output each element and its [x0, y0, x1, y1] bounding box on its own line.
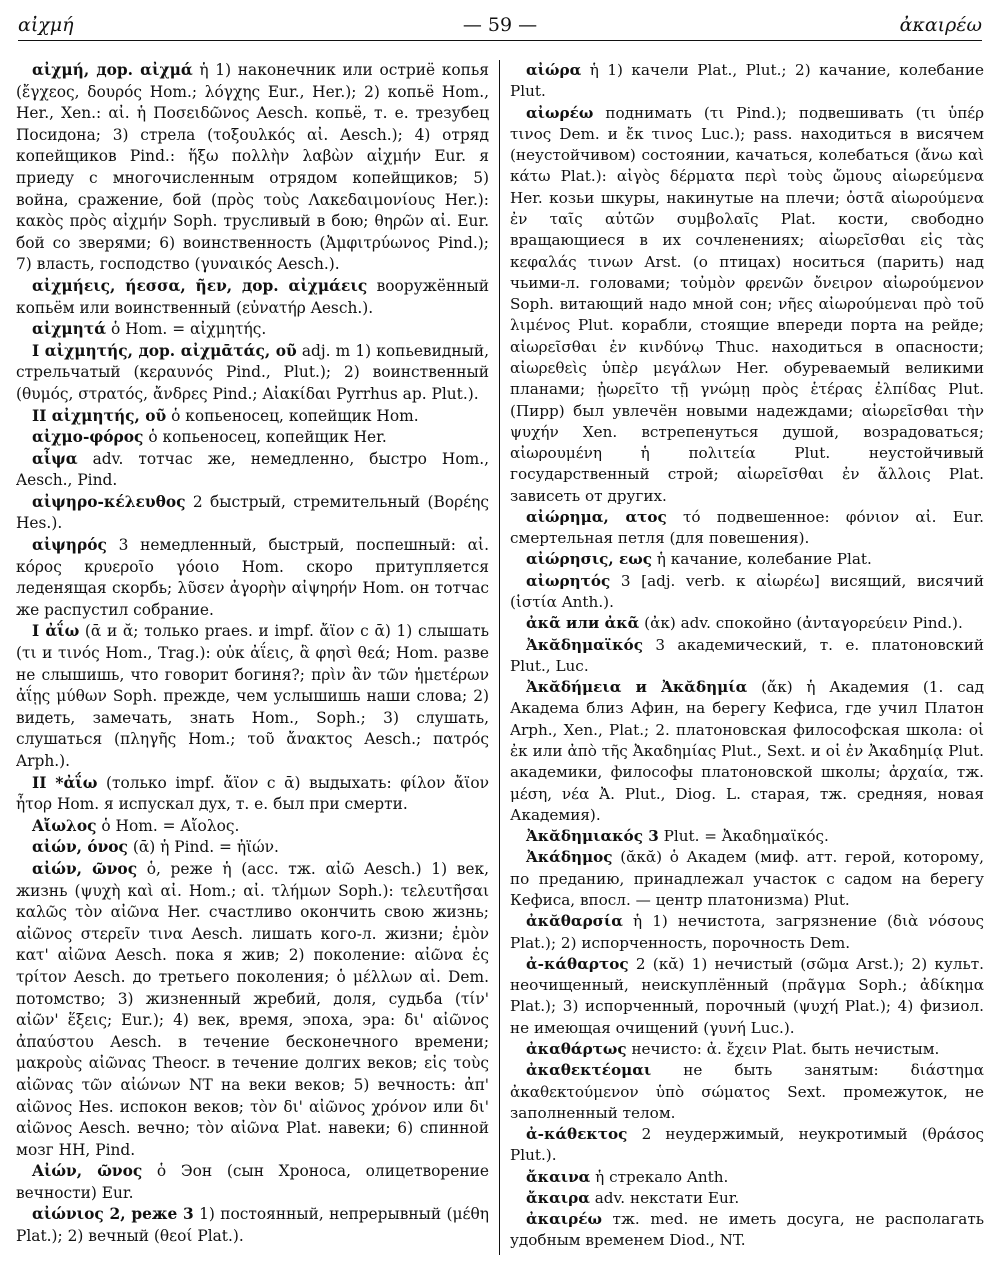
entry-body: ἡ стрекало Anth.	[595, 1167, 729, 1186]
entry-headword: αἰψηρός	[32, 536, 107, 555]
dictionary-entry	[16, 60, 489, 276]
entry-headword: αἰών, ῶνος	[32, 859, 138, 878]
entry-headword: αἰώρημα, ατος	[526, 507, 667, 526]
dictionary-entry	[510, 911, 984, 954]
entry-body: ὁ Hom. = αἰχμητής.	[110, 320, 267, 339]
entry-body: ὁ Эон (сын Хроноса, олицетворение вечности) Eur.	[16, 1162, 489, 1202]
entry-body: ἡ 1) наконечник или остриё копья (ἔγχεος, δουρός Hom.; λόγχης Eur., Her.); 2) копьё Hom., Her., Xen.: αἰ. ἡ Ποσειδῶνος Aesch. копьё, т. е. трезубец Посидона; 3) стрела (τοξουλκός αἰ. Aesch.); 4) отряд копейщиков Pind.: ἥξω πολλὴν λαβὼν αἰχμήν Eur. я приеду с многочисленным отрядом копейщиков; 5) война, сражение, бой (πρὸς τοὺς Λακεδαιμονίους Her.): κακὸς πρὸς αἰχμήν Soph. трусливый в бою; θηρῶν αἰ. Eur. бой со зверями; 6) воинственность (Ἀμφιτρύωνος Pind.); 7) власть, господство (γυναικός Aesch.).	[16, 61, 489, 274]
entry-body: (ᾱ и ᾰ; только praes. и impf. ἄϊον с ᾱ) 1) слышать (τι и τινός Hom., Trag.): οὐκ ἀΐεις, ἃ φησὶ θεά; Hom. разве не слышишь, что говорит богиня?; πρὶν ἂν τῶν ἡμετέρων ἀΐῃς μύθων Soph. прежде, чем услышишь наши слова; 2) видеть, замечать, знать Hom., Soph.; 3) слушать, слушаться (πληγῆς Hom.; τοῦ ἄνακτος Aesch.; πατρός Arph.).	[16, 622, 489, 770]
dictionary-entry	[16, 427, 489, 449]
entry-body: тж. med. не иметь досуга, не располагать удобным временем Diod., NT.	[510, 1210, 984, 1250]
dictionary-entry	[16, 276, 489, 319]
dictionary-entry	[16, 837, 489, 859]
header-right-word: ἀκαιρέω	[899, 14, 982, 36]
entry-headword: ἀκαθάρτως	[526, 1039, 627, 1058]
entry-headword: αἰχμητά	[32, 320, 107, 339]
entry-body: ὁ копьеносец, копейщик Hom.	[171, 406, 419, 425]
entry-headword: ἀ-κάθαρτος	[526, 954, 629, 973]
dictionary-entry	[16, 773, 489, 816]
entry-body: 3 [adj. verb. к αἰωρέω] висящий, висячий (ἱστία Anth.).	[510, 571, 984, 612]
dictionary-entry	[16, 449, 489, 492]
entry-body: ὁ копьеносец, копейщик Her.	[148, 428, 387, 447]
dictionary-entry	[510, 60, 984, 103]
dictionary-entry	[16, 406, 489, 428]
entry-body: 2 быстрый, стремительный (Βορέης Hes.).	[16, 492, 489, 533]
dictionary-entry	[510, 847, 984, 911]
entry-body: 3 немедленный, быстрый, поспешный: αἰ. κόρος κρυεροῖο γόοιο Hom. скоро притупляется леденящая скорбь; λῦσεν ἀγορὴν αἰψηρήν Hom. он тотчас же распустил собрание.	[16, 536, 489, 619]
entry-body: (ἄκ) ἡ Академия (1. сад Академа близ Афин, на берегу Кефиса, где учил Платон Arph., Xen., Plat.; 2. платоновская философская школа: οἱ ἐκ или ἀπὸ τῆς Ἀκαδημίας Plut., Sext. и οἱ ἐν Ἀκαδημίᾳ Plut. академики, философы платоновской школы; ἀρχαία, тж. μέση, νέα Ἀ. Plut., Diog. L. старая, тж. средняя, новая Академия).	[510, 678, 984, 824]
dictionary-entry	[16, 816, 489, 838]
entry-body: Plut. = Ἀκαδημαϊκός.	[663, 827, 829, 846]
entry-headword: αἰψηρο-κέλευθος	[32, 492, 186, 511]
dictionary-entry	[16, 859, 489, 1161]
dictionary-entry	[510, 1124, 984, 1167]
entry-body: ἡ качание, колебание Plat.	[656, 550, 872, 569]
right-column	[510, 60, 984, 1255]
entry-body: (только impf. ἄϊον с ᾱ) выдыхать: φίλον ἄϊον ἦτορ Hom. я испускал дух, т. е. был при смерти.	[16, 773, 489, 814]
entry-body: ἡ 1) нечистота, загрязнение (διὰ νόσους Plat.); 2) испорченность, порочность Dem.	[510, 912, 984, 952]
entry-headword: αἰώνιος 2, реже 3	[32, 1205, 194, 1224]
entry-headword: Αἰών, ῶνος	[32, 1162, 143, 1181]
entry-headword: Ἀκᾰδήμεια и Ἀκᾰδημία	[526, 678, 748, 697]
entry-headword: ἀκαιρέω	[526, 1210, 602, 1229]
dictionary-entry	[510, 635, 984, 678]
entry-headword: ἀκᾰθαρσία	[526, 912, 623, 931]
page-number: — 59 —	[462, 14, 538, 36]
dictionary-entry	[16, 492, 489, 535]
dictionary-entry	[510, 1039, 984, 1060]
left-column	[16, 60, 489, 1255]
entry-headword: ἀκᾶ или ἀκᾶ	[526, 614, 640, 633]
entry-body: (ᾰκᾰ) ὁ Академ (миф. атт. герой, которому, по преданию, принадлежал участок с садом на берегу Кефиса, впосл. — центр платонизма) Plut.	[510, 848, 984, 909]
entry-headword: αἶψα	[32, 449, 78, 468]
entry-body: ὁ, реже ἡ (acc. тж. αἰῶ Aesch.) 1) век, жизнь (ψυχὴ καὶ αἰ. Hom.; αἰ. τλήμων Soph.): τελευτῆσαι καλῶς τὸν αἰῶνα Her. счастливо окончить свою жизнь; αἰῶνος στερεῖν τινα Aesch. лишать кого-л. жизни; ἐμὸν κατ' αἰῶνα Aesch. пока я жив; 2) поколение: αἰῶνα ἐς τρίτον Aesch. до третьего поколения; ὁ μέλλων αἰ. Dem. потомство; 3) жизненный жребий, доля, судьба (τίν' αἰῶν' ἕξεις; Eur.); 4) век, время, эпоха, эра: δι' αἰῶνος ἀπαύστου Aesch. в течение бесконечного времени; μακροὺς αἰῶνας Theocr. в течение долгих веков; εἰς τοὺς αἰῶνας τῶν αἰώνων NT на веки веков; 5) вечность: ἀπ' αἰῶνος Hes. испокон веков; τὸν δι' αἰῶνος χρόνον или δι' αἰῶνος Aesch. вечно; τὸν αἰῶνα Plat. навеки; 6) спинной мозг HH, Pind.	[16, 859, 489, 1159]
entry-body: adj. m 1) копьевидный, стрельчатый (κεραυνός Pind., Plut.); 2) воинственный (θυμός, στρατός, ἄνδρες Pind.; Αἰακίδαι Pyrrhus ap. Plut.).	[16, 341, 489, 403]
dictionary-entry	[510, 571, 984, 614]
dictionary-entry	[16, 341, 489, 406]
entry-headword: αἰωρέω	[526, 103, 594, 122]
entry-headword: αἰώρησις, εως	[526, 550, 652, 569]
entry-body: adv. некстати Eur.	[594, 1188, 740, 1207]
entry-headword: II *ἀΐω	[32, 773, 98, 792]
column-divider	[499, 60, 500, 1255]
entry-headword: αἰώρα	[526, 61, 582, 79]
entry-headword: I αἰχμητής, дор. αἰχμᾱτάς, οῦ	[32, 341, 297, 360]
entry-headword: αἰχμο-φόρος	[32, 428, 144, 447]
dictionary-entry	[16, 535, 489, 621]
entry-body: ὁ Hom. = Αἴολος.	[101, 816, 240, 835]
entry-headword: ἄκαιρα	[526, 1188, 590, 1207]
entry-body: вооружённый копьём или воинственный (εὐνατήρ Aesch.).	[16, 276, 489, 317]
dictionary-entry	[16, 621, 489, 772]
entry-body: ἡ 1) качели Plat., Plut.; 2) качание, колебание Plut.	[510, 61, 984, 101]
entry-body: поднимать (τι Pind.); подвешивать (τι ὑπέρ τινος Dem. и ἔκ τινος Luc.); pass. находиться в висячем (неустойчивом) состоянии, качаться, колебаться (ἄνω καὶ κάτω Plat.): αἰγὸς δέρματα περὶ τοὺς ὤμους αἰωρεύμενα Her. козьи шкуры, накинутые на плечи; ὀστᾶ αἰωρούμενα ἐν ταῖς αὑτῶν συμβολαῖς Plat. кости, свободно вращающиеся в их сочленениях; αἰωρεῖσθαι εἰς τὰς κεφαλάς τινων Arst. (о птицах) носиться (парить) над чьими-л. головами; τοὐμὸν φρενῶν ὄνειρον αἰωρούμενον Soph. витающий надо мной сон; νῆες αἰωρούμεναι πρὸ τοῦ λιμένος Plut. корабли, стоящие впереди порта на рейде; αἰωρεῖσθαι ἐν κινδύνῳ Thuc. находиться в опасности; αἰωρεθεὶς ὑπὲρ μεγάλων Her. обуреваемый великими планами; ᾐωρεῖτο τῇ γνώμῃ πρὸς ἑτέρας ἐλπίδας Plut. (Пирр) был увлечён новыми надеждами; αἰωρεῖσθαι τὴν ψυχήν Xen. встрепенуться душой, возрадоваться; αἰωρουμένη ἡ πολιτεία Plut. неустойчивый государственный строй; αἰωρεῖσθαι ἐν ἄλλοις Plat. зависеть от других.	[510, 103, 984, 505]
entry-headword: Ἀκᾰδημιακός 3	[526, 827, 659, 846]
dictionary-entry	[510, 826, 984, 847]
dictionary-entry	[510, 549, 984, 570]
entry-headword: αἰών, όνος	[32, 838, 128, 857]
header-left-word: αἰχμή	[18, 14, 74, 36]
entry-headword: αἰωρητός	[526, 571, 611, 590]
entry-headword: Ἀκᾰδημαϊκός	[526, 635, 643, 654]
entry-headword: II αἰχμητής, οῦ	[32, 406, 167, 425]
entry-headword: I ἀΐω	[32, 622, 80, 641]
entry-headword: ἀ-κάθεκτος	[526, 1125, 628, 1144]
entry-body: (ᾱ) ἡ Pind. = ἠϊών.	[132, 838, 279, 857]
entry-body: 2 (κᾰ) 1) нечистый (σῶμα Arst.); 2) культ. неочищенный, неискуплённый (πρᾶγμα Soph.; ἀδίκημα Plat.); 3) испорченный, порочный (ψυχή Plat.); 4) физиол. не имеющая очищений (γυνή Luc.).	[510, 954, 984, 1037]
page-header	[18, 6, 982, 38]
entry-body: 1) постоянный, непрерывный (μέθη Plat.); 2) вечный (θεοί Plat.).	[16, 1205, 489, 1246]
entry-headword: ἄκαινα	[526, 1167, 591, 1186]
entry-body: 2 неудержимый, неукротимый (θράσος Plut.).	[510, 1125, 984, 1165]
dictionary-entry	[510, 103, 984, 507]
entry-headword: Αἴωλος	[32, 816, 97, 835]
header-rule	[18, 40, 982, 41]
entry-body: adv. тотчас же, немедленно, быстро Hom., Aesch., Pind.	[16, 449, 489, 490]
dictionary-entry	[510, 1188, 984, 1209]
dictionary-entry	[510, 1060, 984, 1124]
entry-body: не быть занятым: διάστημα ἀκαθεκτούμενον ὑπὸ σώματος Sext. промежуток, не заполненный телом.	[510, 1061, 984, 1122]
entry-body: (ἀκ) adv. спокойно (ἀνταγορεύειν Pind.).	[644, 614, 963, 633]
entry-body: 3 академический, т. е. платоновский Plut., Luc.	[510, 635, 984, 675]
entry-body: τό подвешенное: φόνιον αἰ. Eur. смертельная петля (для повешения).	[510, 507, 984, 548]
dictionary-entry	[16, 1161, 489, 1204]
dictionary-entry	[16, 1204, 489, 1247]
dictionary-entry	[16, 319, 489, 341]
entry-headword: αἰχμή, дор. αἰχμά	[32, 61, 193, 79]
dictionary-entry	[510, 507, 984, 550]
dictionary-entry	[510, 613, 984, 634]
entry-headword: ἀκαθεκτέομαι	[526, 1061, 652, 1080]
entry-body: нечисто: ἀ. ἔχειν Plat. быть нечистым.	[631, 1039, 940, 1058]
entry-headword: αἰχμήεις, ήεσσα, ῆεν, дор. αἰχμάεις	[32, 276, 368, 295]
dictionary-entry	[510, 1209, 984, 1252]
dictionary-entry	[510, 1167, 984, 1188]
dictionary-entry	[510, 677, 984, 826]
entry-headword: Ἀκάδημος	[526, 848, 613, 867]
dictionary-entry	[510, 954, 984, 1039]
